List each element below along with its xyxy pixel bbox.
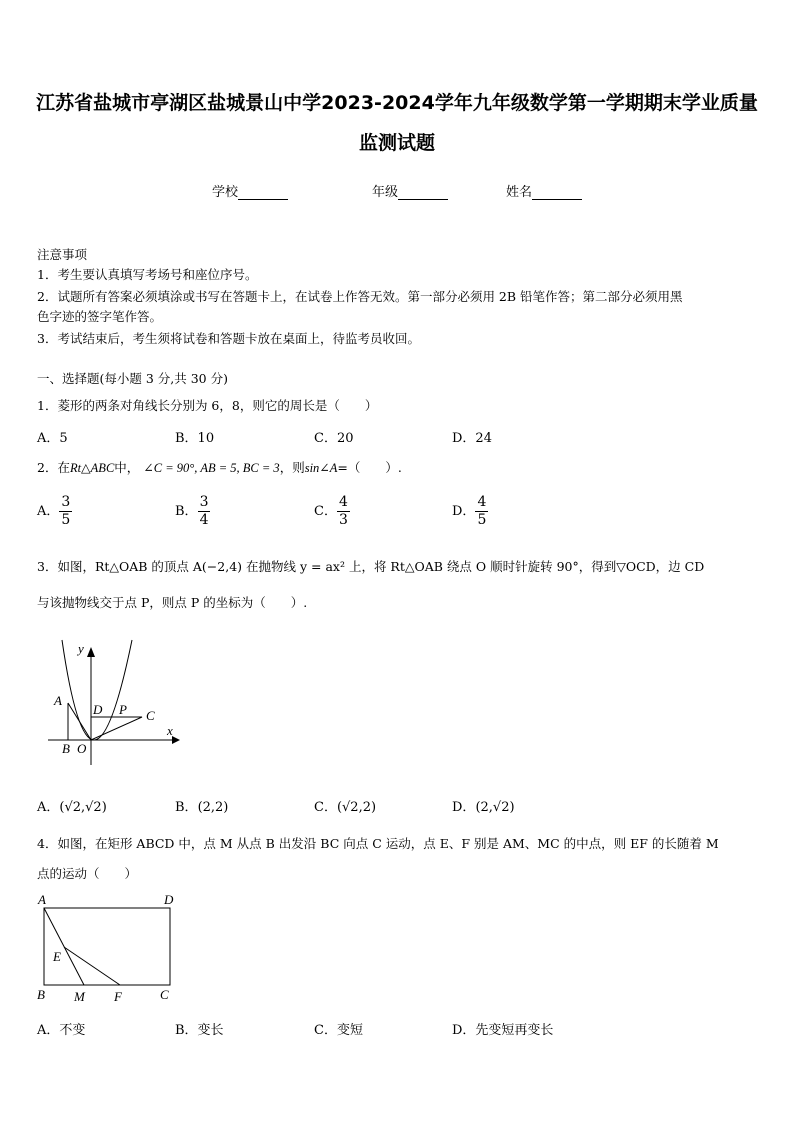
school-label: 学校 [212,185,239,200]
q2-option-b-fraction: $\frac{3}{4}$ [199,494,209,528]
q3-label-d: D [93,702,103,717]
q3-option-d[interactable]: D．(2,√2) [452,800,515,815]
q1-option-a[interactable]: A．5 [37,431,68,446]
notice-heading: 注意事项 [37,247,88,262]
q4-label-b: B [37,987,45,1002]
q3-option-c[interactable]: C．(√2,2) [314,800,377,815]
q4-stem-line-1: 4．如图，在矩形 ABCD 中，点 M 从点 B 出发沿 BC 向点 C 运动，点 E、F 别是 AM、MC 的中点，则 EF 的长随着 M [37,836,719,851]
q2-option-d[interactable]: D． $\frac{4}{5}$ [452,494,487,528]
q3-stem-line-1: 3．如图，Rt△OAB 的顶点 A(−2,4) 在抛物线 y = ax² 上，将 Rt△OAB 绕点 O 顺时针旋转 90°，得到▽OCD，边 CD [37,559,705,574]
q2-stem: 2．在Rt△ABC中， ∠C = 90°, AB = 5, BC = 3，则sin∠A=（ ）. [37,460,402,475]
q1-option-c[interactable]: C．20 [314,431,354,446]
q4-label-d: D [164,892,174,907]
q2-conditions: ∠C = 90°, AB = 5, BC = 3 [143,461,280,475]
grade-label: 年级 [372,185,399,200]
name-label: 姓名 [506,185,533,200]
q4-label-c: C [160,987,169,1002]
q1-stem: 1．菱形的两条对角线长分别为 6，8，则它的周长是（ ） [37,398,378,413]
q4-label-f: F [114,989,122,1004]
q1-option-d[interactable]: D．24 [452,431,492,446]
q2-option-c-fraction: $\frac{4}{3}$ [338,494,348,528]
name-blank[interactable] [532,185,582,200]
q3-option-b[interactable]: B．(2,2) [175,800,229,815]
q4-figure [34,890,184,1005]
q2-triangle: Rt△ABC [69,461,115,475]
q4-option-b[interactable]: B．变长 [175,1023,224,1038]
notice-item-1: 1．考生要认真填写考场号和座位序号。 [37,267,258,282]
q4-option-c[interactable]: C．变短 [314,1023,363,1038]
q3-label-o: O [77,741,87,756]
name-field[interactable] [506,181,582,200]
q3-label-b: B [62,741,70,756]
q2-option-b[interactable]: B． $\frac{3}{4}$ [175,494,209,528]
q2-option-a-fraction: $\frac{3}{5}$ [61,494,71,528]
q4-label-e: E [53,949,61,964]
q3-y-arrow [87,647,95,657]
q3-label-y: y [78,641,84,656]
q4-option-a[interactable]: A．不变 [37,1023,86,1038]
q3-triangle-ocd [91,717,142,740]
q3-label-x: x [167,723,173,738]
q3-label-p: P [119,702,127,717]
q4-segment-am [44,908,84,985]
q4-option-d[interactable]: D．先变短再变长 [452,1023,554,1038]
q4-rectangle [44,908,170,985]
school-blank[interactable] [238,185,288,200]
notice-item-2: 2．试题所有答案必须填涂或书写在答题卡上，在试卷上作答无效。第一部分必须用 2B 铅笔作答；第二部分必须用黑 [37,289,683,304]
title-line-1: 江苏省盐城市亭湖区盐城景山中学2023-2024学年九年级数学第一学期期末学业质量 [36,92,758,114]
grade-field[interactable] [372,181,448,200]
q1-option-b[interactable]: B．10 [175,431,215,446]
q3-label-a: A [54,693,62,708]
q3-x-arrow [172,736,180,744]
notice-item-2-cont: 色字迹的签字笔作答。 [37,309,163,324]
q3-triangle-oab [68,703,91,740]
title-line-2: 监测试题 [358,132,435,154]
q4-label-m: M [74,989,85,1004]
section-heading: 一、选择题(每小题 3 分,共 30 分) [37,371,228,386]
notice-item-3: 3．考试结束后，考生须将试卷和答题卡放在桌面上，待监考员收回。 [37,331,420,346]
q2-option-a[interactable]: A． $\frac{3}{5}$ [37,494,71,528]
q3-option-a[interactable]: A．(√2,√2) [37,800,107,815]
q2-option-c[interactable]: C． $\frac{4}{3}$ [314,494,348,528]
q2-option-d-fraction: $\frac{4}{5}$ [477,494,487,528]
q3-parabola [62,640,132,740]
q3-stem-line-2: 与该抛物线交于点 P，则点 P 的坐标为（ ）. [37,595,308,610]
q4-stem-line-2: 点的运动（ ） [37,866,138,881]
q3-figure [40,635,190,770]
q4-label-a: A [38,892,46,907]
q3-label-c: C [146,708,155,723]
q2-sin: sin∠A [304,461,338,475]
grade-blank[interactable] [398,185,448,200]
school-field[interactable] [212,181,288,200]
q4-segment-ef [64,947,120,985]
